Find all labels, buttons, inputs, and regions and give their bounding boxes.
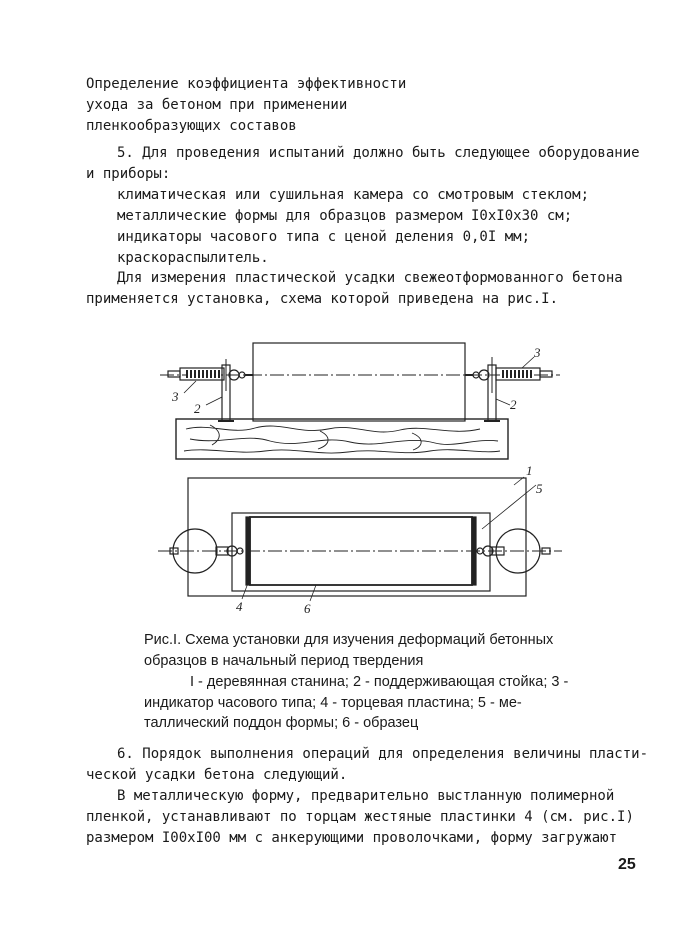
label-3-left: 3 (172, 389, 179, 404)
equipment-item: краскораспылитель. (117, 250, 269, 266)
section5-line-1: 5. Для проведения испытаний должно быть следующее оборудование (117, 145, 640, 161)
heading-line-3: пленкообразующих составов (86, 118, 297, 134)
label-1: 1 (526, 463, 533, 478)
section5-line-2: и приборы: (86, 166, 171, 182)
label-2-left: 2 (194, 401, 201, 416)
label-3-right: 3 (534, 345, 541, 360)
legend-line-3: таллический поддон формы; 6 - образец (144, 715, 419, 731)
wood-grain (184, 425, 500, 453)
legend-line-2: индикатор часового типа; 4 - торцевая пластина; 5 - ме- (144, 695, 522, 711)
equipment-item: индикаторы часового типа с ценой деления 0,0I мм; (117, 229, 531, 245)
equipment-item: климатическая или сушильная камера со смотровым стеклом; (117, 187, 590, 203)
caption-line-1: Рис.I. Схема установки для изучения деформаций бетонных (144, 632, 554, 648)
label-2-right: 2 (510, 397, 517, 412)
section6-line-1: 6. Порядок выполнения операций для определения величины пласти- (117, 746, 649, 762)
legend-line-1: I - деревянная станина; 2 - поддерживающая стойка; 3 - (190, 674, 569, 690)
equipment-item: металлические формы для образцов размером I0xI0x30 см; (117, 208, 573, 224)
section5-para2-line-2: применяется установка, схема которой приведена на рис.I. (86, 291, 559, 307)
installation-diagram (150, 335, 570, 620)
label-5: 5 (536, 481, 543, 496)
specimen-block-side (253, 343, 465, 421)
section6-para-line-3: размером I00xI00 мм с анкерующими проволочками, форму загружают (86, 830, 618, 846)
section6-para-line-1: В металлическую форму, предварительно выстланную полимерной (117, 788, 615, 804)
heading-line-1: Определение коэффициента эффективности (86, 76, 407, 92)
section5-para2-line-1: Для измерения пластической усадки свежеотформованного бетона (117, 270, 623, 286)
section6-line-2: ческой усадки бетона следующий. (86, 767, 348, 783)
caption-line-2: образцов в начальный период твердения (144, 653, 424, 669)
label-4: 4 (236, 599, 243, 614)
label-6: 6 (304, 601, 311, 616)
page-number: 25 (618, 856, 636, 873)
metal-pan (232, 513, 490, 591)
section6-para-line-2: пленкой, устанавливают по торцам жестяные пластинки 4 (см. рис.I) (86, 809, 634, 825)
heading-line-2: ухода за бетоном при применении (86, 97, 348, 113)
